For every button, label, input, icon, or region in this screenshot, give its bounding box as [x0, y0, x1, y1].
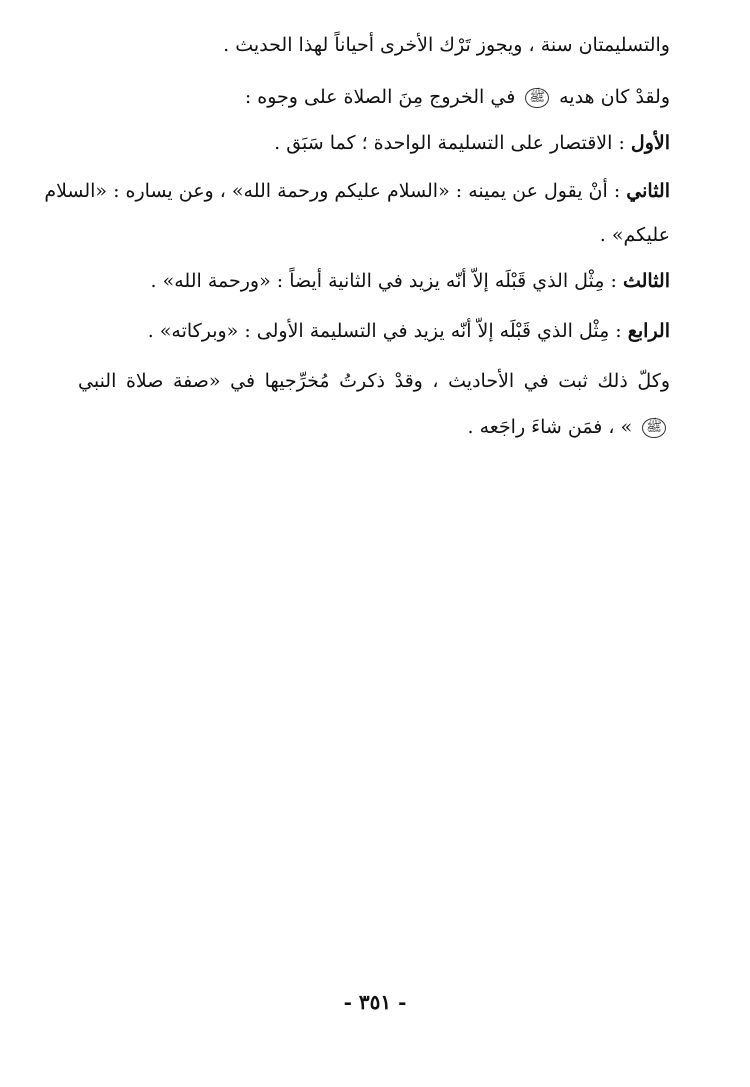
- salla-symbol-icon: ﷺ: [525, 88, 549, 108]
- item-heading: الرابع: [627, 320, 670, 342]
- paragraph-line-1: [223, 30, 670, 60]
- line-text: ولقدْ كان هديه: [559, 86, 670, 108]
- paragraph-line-8: [78, 366, 670, 396]
- item-heading: الثاني: [626, 180, 670, 202]
- item-heading: الثالث: [622, 270, 670, 292]
- paragraph-line-2: [245, 82, 670, 112]
- item-third: [151, 266, 670, 296]
- item-heading: الأول: [630, 132, 670, 154]
- item-second: [44, 176, 670, 206]
- item-text: : أنْ يقول عن يمينه : «السلام عليكم ورحمة الله» ، وعن يساره : «السلام: [44, 180, 621, 202]
- item-text: : مِثْل الذي قَبْلَه إلاّ أنّه يزيد في الثانية أيضاً : «ورحمة الله» .: [150, 270, 617, 292]
- item-text: : مِثْل الذي قَبْلَه إلاّ أنّه يزيد في التسليمة الأولى : «وبركاته» .: [147, 320, 622, 342]
- item-text: : الاقتصار على التسليمة الواحدة ؛ كما سَبَق .: [274, 132, 625, 154]
- paragraph-line-9: [468, 412, 671, 442]
- line-text: وكلّ ذلك ثبت في الأحاديث ، وقدْ ذكرتُ مُخرِّجيها في «صفة صلاة النبي: [78, 370, 670, 392]
- line-text: في الخروج مِنَ الصلاة على وجوه :: [244, 86, 516, 108]
- line-text: والتسليمتان سنة ، ويجوز تَرْك الأخرى أحياناً لهذا الحديث .: [223, 34, 670, 56]
- salla-symbol-icon: ﷺ: [642, 418, 666, 438]
- page-number: - ٣٥١ -: [343, 990, 407, 1014]
- item-fourth: [148, 316, 670, 346]
- item-text: عليكم» .: [599, 224, 670, 246]
- item-first: [274, 128, 670, 158]
- item-second-continued: [600, 220, 670, 250]
- line-text: » ، فمَن شاءَ راجَعه .: [467, 416, 633, 438]
